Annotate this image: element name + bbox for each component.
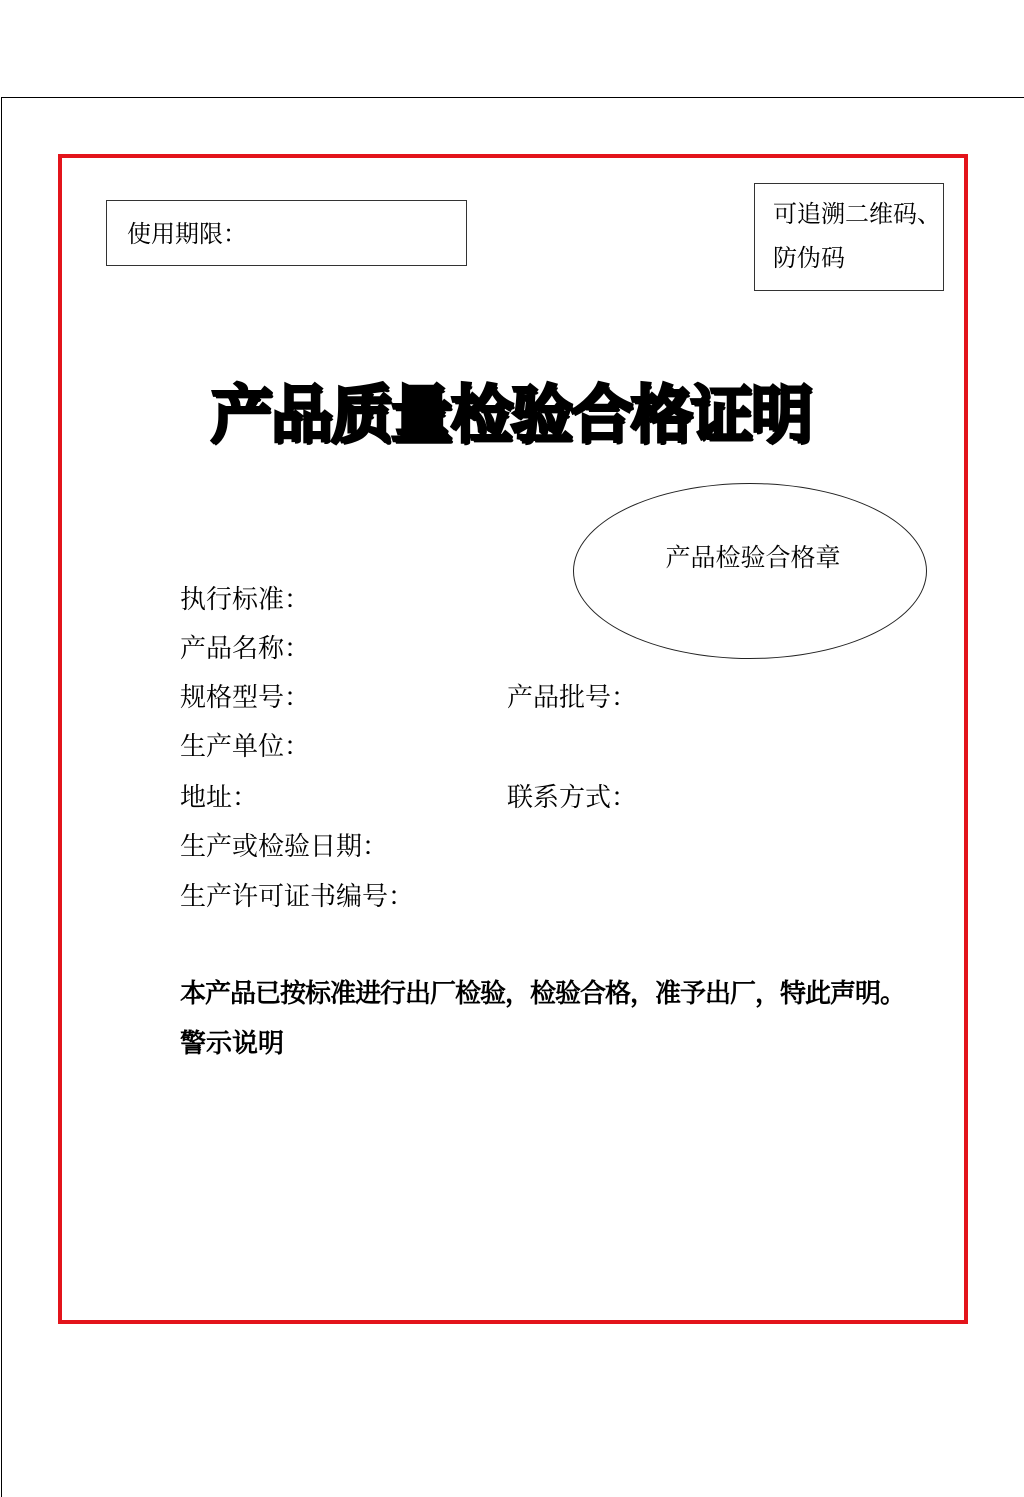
- inspection-stamp-label: 产品检验合格章: [665, 543, 841, 572]
- validity-period-box: [106, 200, 467, 266]
- field-address: 地址：: [180, 783, 259, 813]
- field-contact: 联系方式：: [507, 783, 638, 813]
- warning-heading: 警示说明: [180, 1029, 285, 1059]
- field-date: 生产或检验日期：: [180, 832, 389, 862]
- inspection-stamp-area: [573, 483, 927, 659]
- field-license: 生产许可证书编号：: [180, 882, 415, 912]
- field-product-name: 产品名称：: [180, 634, 311, 664]
- validity-period-label: 使用期限：: [127, 220, 247, 248]
- qr-code-box: [754, 183, 944, 291]
- qr-code-label-line1: 可追溯二维码、: [773, 200, 941, 228]
- compliance-statement: 本产品已按标准进行出厂检验，检验合格，准予出厂，特此声明。: [180, 979, 906, 1009]
- field-batch-number: 产品批号：: [507, 683, 638, 713]
- field-manufacturer: 生产单位：: [180, 732, 311, 762]
- field-specification: 规格型号：: [180, 683, 311, 713]
- field-standard: 执行标准：: [180, 585, 311, 615]
- qr-code-label-line2: 防伪码: [773, 244, 845, 272]
- certificate-title: 产品质量检验合格证明: [210, 378, 811, 451]
